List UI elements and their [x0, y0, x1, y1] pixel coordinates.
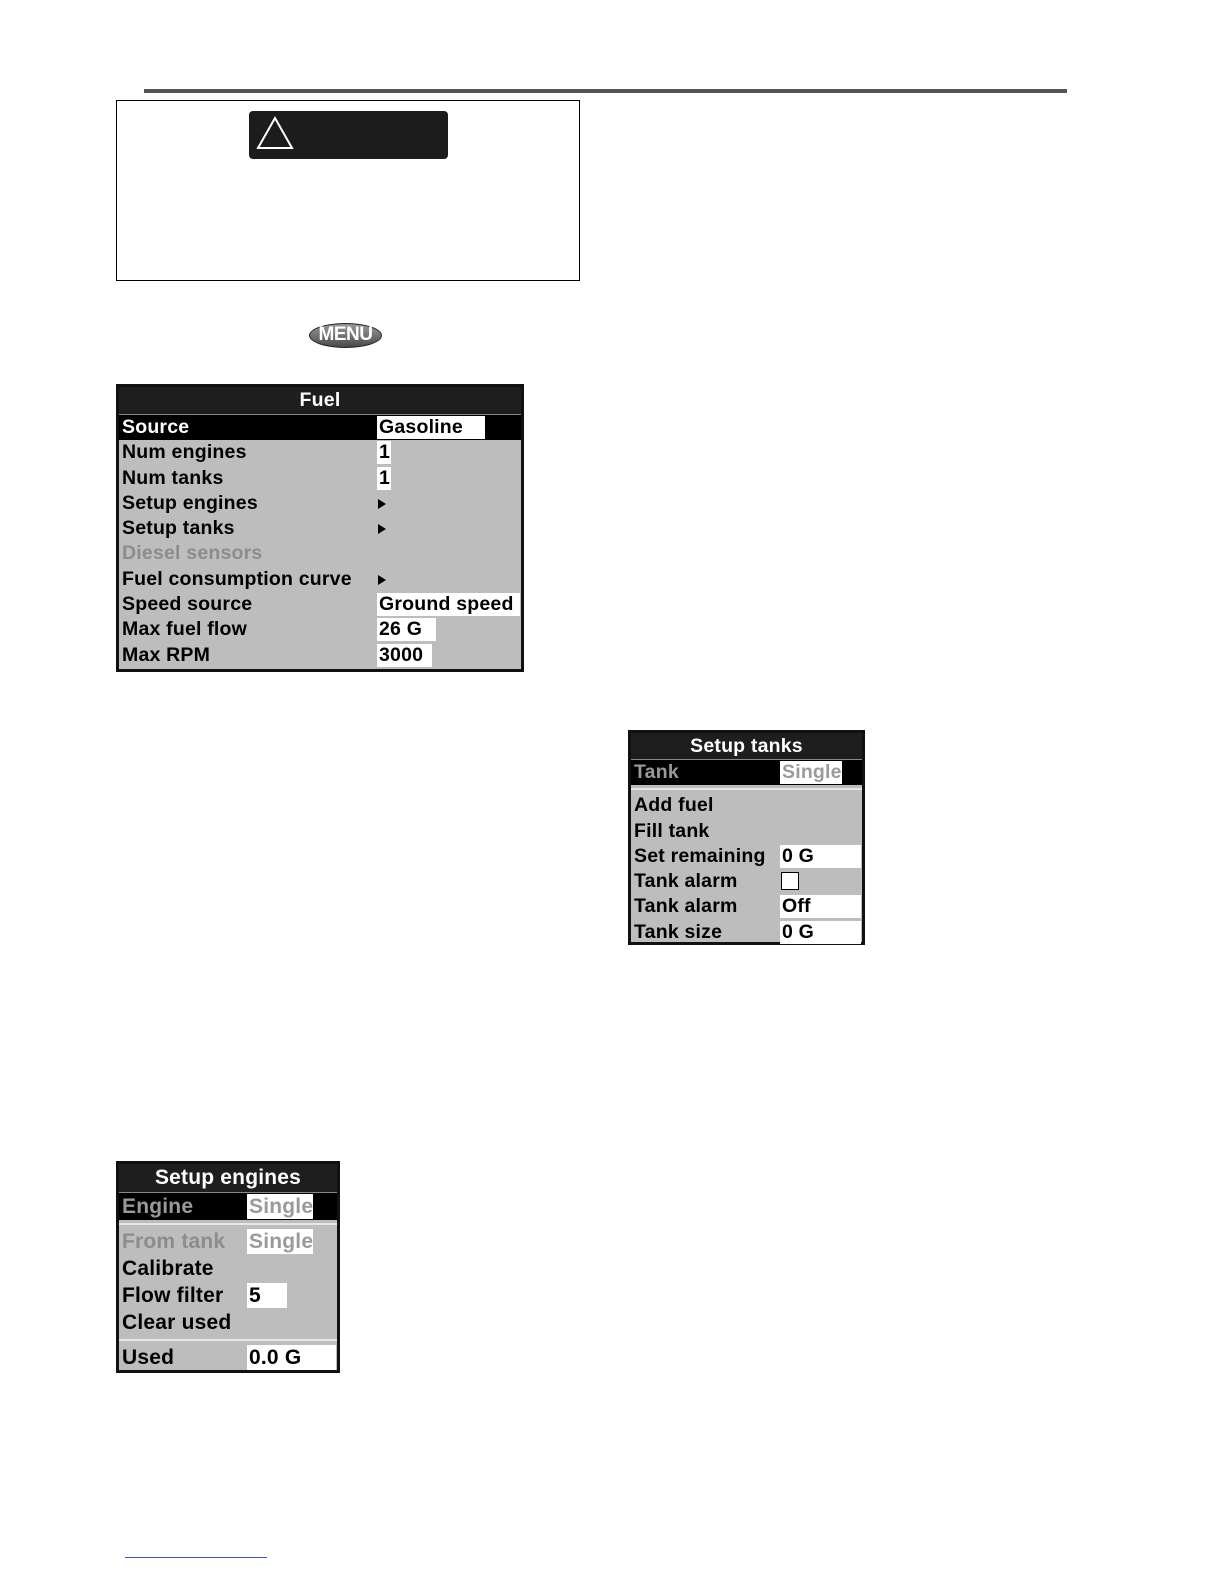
warning-triangle-icon	[255, 115, 295, 151]
row-label: Tank size	[634, 920, 723, 943]
menu-row-from-tank	[119, 1228, 337, 1255]
row-label: From tank	[122, 1230, 226, 1253]
max-rpm-value[interactable]: 3000	[377, 644, 432, 667]
num-engines-value[interactable]: 1	[379, 441, 391, 464]
menu-row-used	[119, 1344, 337, 1371]
tank-size-value[interactable]: 0 G	[780, 921, 861, 944]
row-label: Used	[122, 1346, 175, 1369]
source-value[interactable]: Gasoline	[377, 416, 485, 439]
warning-banner	[249, 111, 448, 159]
fuel-menu-title: Fuel	[119, 387, 521, 415]
flow-filter-value[interactable]: 5	[247, 1283, 287, 1308]
engine-selector-value[interactable]: Single	[249, 1195, 314, 1218]
menu-row-num-tanks[interactable]	[119, 466, 521, 491]
menu-row-tank-size[interactable]	[631, 920, 862, 945]
menu-row-max-fuel-flow[interactable]	[119, 617, 521, 642]
menu-row-diesel-sensors	[119, 541, 521, 566]
row-label: Calibrate	[122, 1257, 214, 1280]
setup-engines-title: Setup engines	[119, 1164, 337, 1193]
setup-tanks-title: Setup tanks	[631, 733, 862, 760]
menu-row-tank-alarm-toggle[interactable]	[631, 869, 862, 894]
menu-row-fuel-consumption-curve[interactable]	[119, 567, 521, 592]
menu-row-speed-source[interactable]	[119, 592, 521, 617]
row-label: Max fuel flow	[122, 618, 248, 641]
row-label: Engine	[122, 1195, 194, 1218]
menu-row-source[interactable]	[119, 415, 521, 440]
footer-link-underline	[125, 1557, 267, 1558]
menu-row-calibrate[interactable]	[119, 1255, 337, 1282]
tank-alarm-value[interactable]: Off	[780, 895, 861, 918]
tank-selector-row[interactable]	[631, 760, 862, 785]
num-tanks-value[interactable]: 1	[379, 466, 391, 489]
row-label: Set remaining	[634, 844, 766, 867]
warning-box	[116, 100, 580, 281]
setup-tanks-menu	[628, 730, 865, 945]
menu-row-setup-tanks[interactable]	[119, 516, 521, 541]
menu-row-max-rpm[interactable]	[119, 643, 521, 668]
menu-row-clear-used[interactable]	[119, 1309, 337, 1336]
row-label: Diesel sensors	[122, 542, 263, 565]
menu-row-fill-tank[interactable]	[631, 819, 862, 844]
menu-row-setup-engines[interactable]	[119, 491, 521, 516]
row-label: Source	[122, 416, 190, 438]
speed-source-value[interactable]: Ground speed	[377, 593, 520, 616]
fuel-menu	[116, 384, 524, 672]
set-remaining-value[interactable]: 0 G	[780, 845, 861, 868]
menu-row-flow-filter[interactable]	[119, 1282, 337, 1309]
menu-row-add-fuel[interactable]	[631, 793, 862, 818]
row-label: Speed source	[122, 593, 253, 616]
chevron-right-icon	[378, 524, 386, 534]
chevron-right-icon	[378, 499, 386, 509]
row-label: Tank alarm	[634, 895, 738, 918]
top-rule	[144, 89, 1067, 93]
row-label: Fuel consumption curve	[122, 567, 352, 590]
engine-selector-row[interactable]	[119, 1193, 337, 1220]
tank-selector-value[interactable]: Single	[782, 761, 842, 783]
menu-key-icon: MENU	[309, 323, 382, 348]
row-label: Setup engines	[122, 491, 258, 514]
row-label: Tank alarm	[634, 870, 738, 893]
row-label: Add fuel	[634, 794, 714, 817]
row-label: Flow filter	[122, 1284, 224, 1307]
used-value: 0.0 G	[247, 1345, 336, 1370]
row-label: Num tanks	[122, 466, 224, 489]
chevron-right-icon	[378, 575, 386, 585]
menu-row-num-engines[interactable]	[119, 440, 521, 465]
tank-alarm-checkbox[interactable]	[781, 872, 799, 890]
row-label: Num engines	[122, 441, 247, 464]
max-fuel-flow-value[interactable]: 26 G	[377, 618, 436, 641]
row-label: Tank	[634, 761, 679, 783]
row-label: Fill tank	[634, 819, 710, 842]
row-label: Clear used	[122, 1311, 232, 1334]
row-label: Setup tanks	[122, 517, 235, 540]
menu-row-tank-alarm-level[interactable]	[631, 894, 862, 919]
menu-row-set-remaining[interactable]	[631, 844, 862, 869]
from-tank-value: Single	[249, 1230, 314, 1253]
row-label: Max RPM	[122, 643, 211, 666]
setup-engines-menu	[116, 1161, 340, 1373]
